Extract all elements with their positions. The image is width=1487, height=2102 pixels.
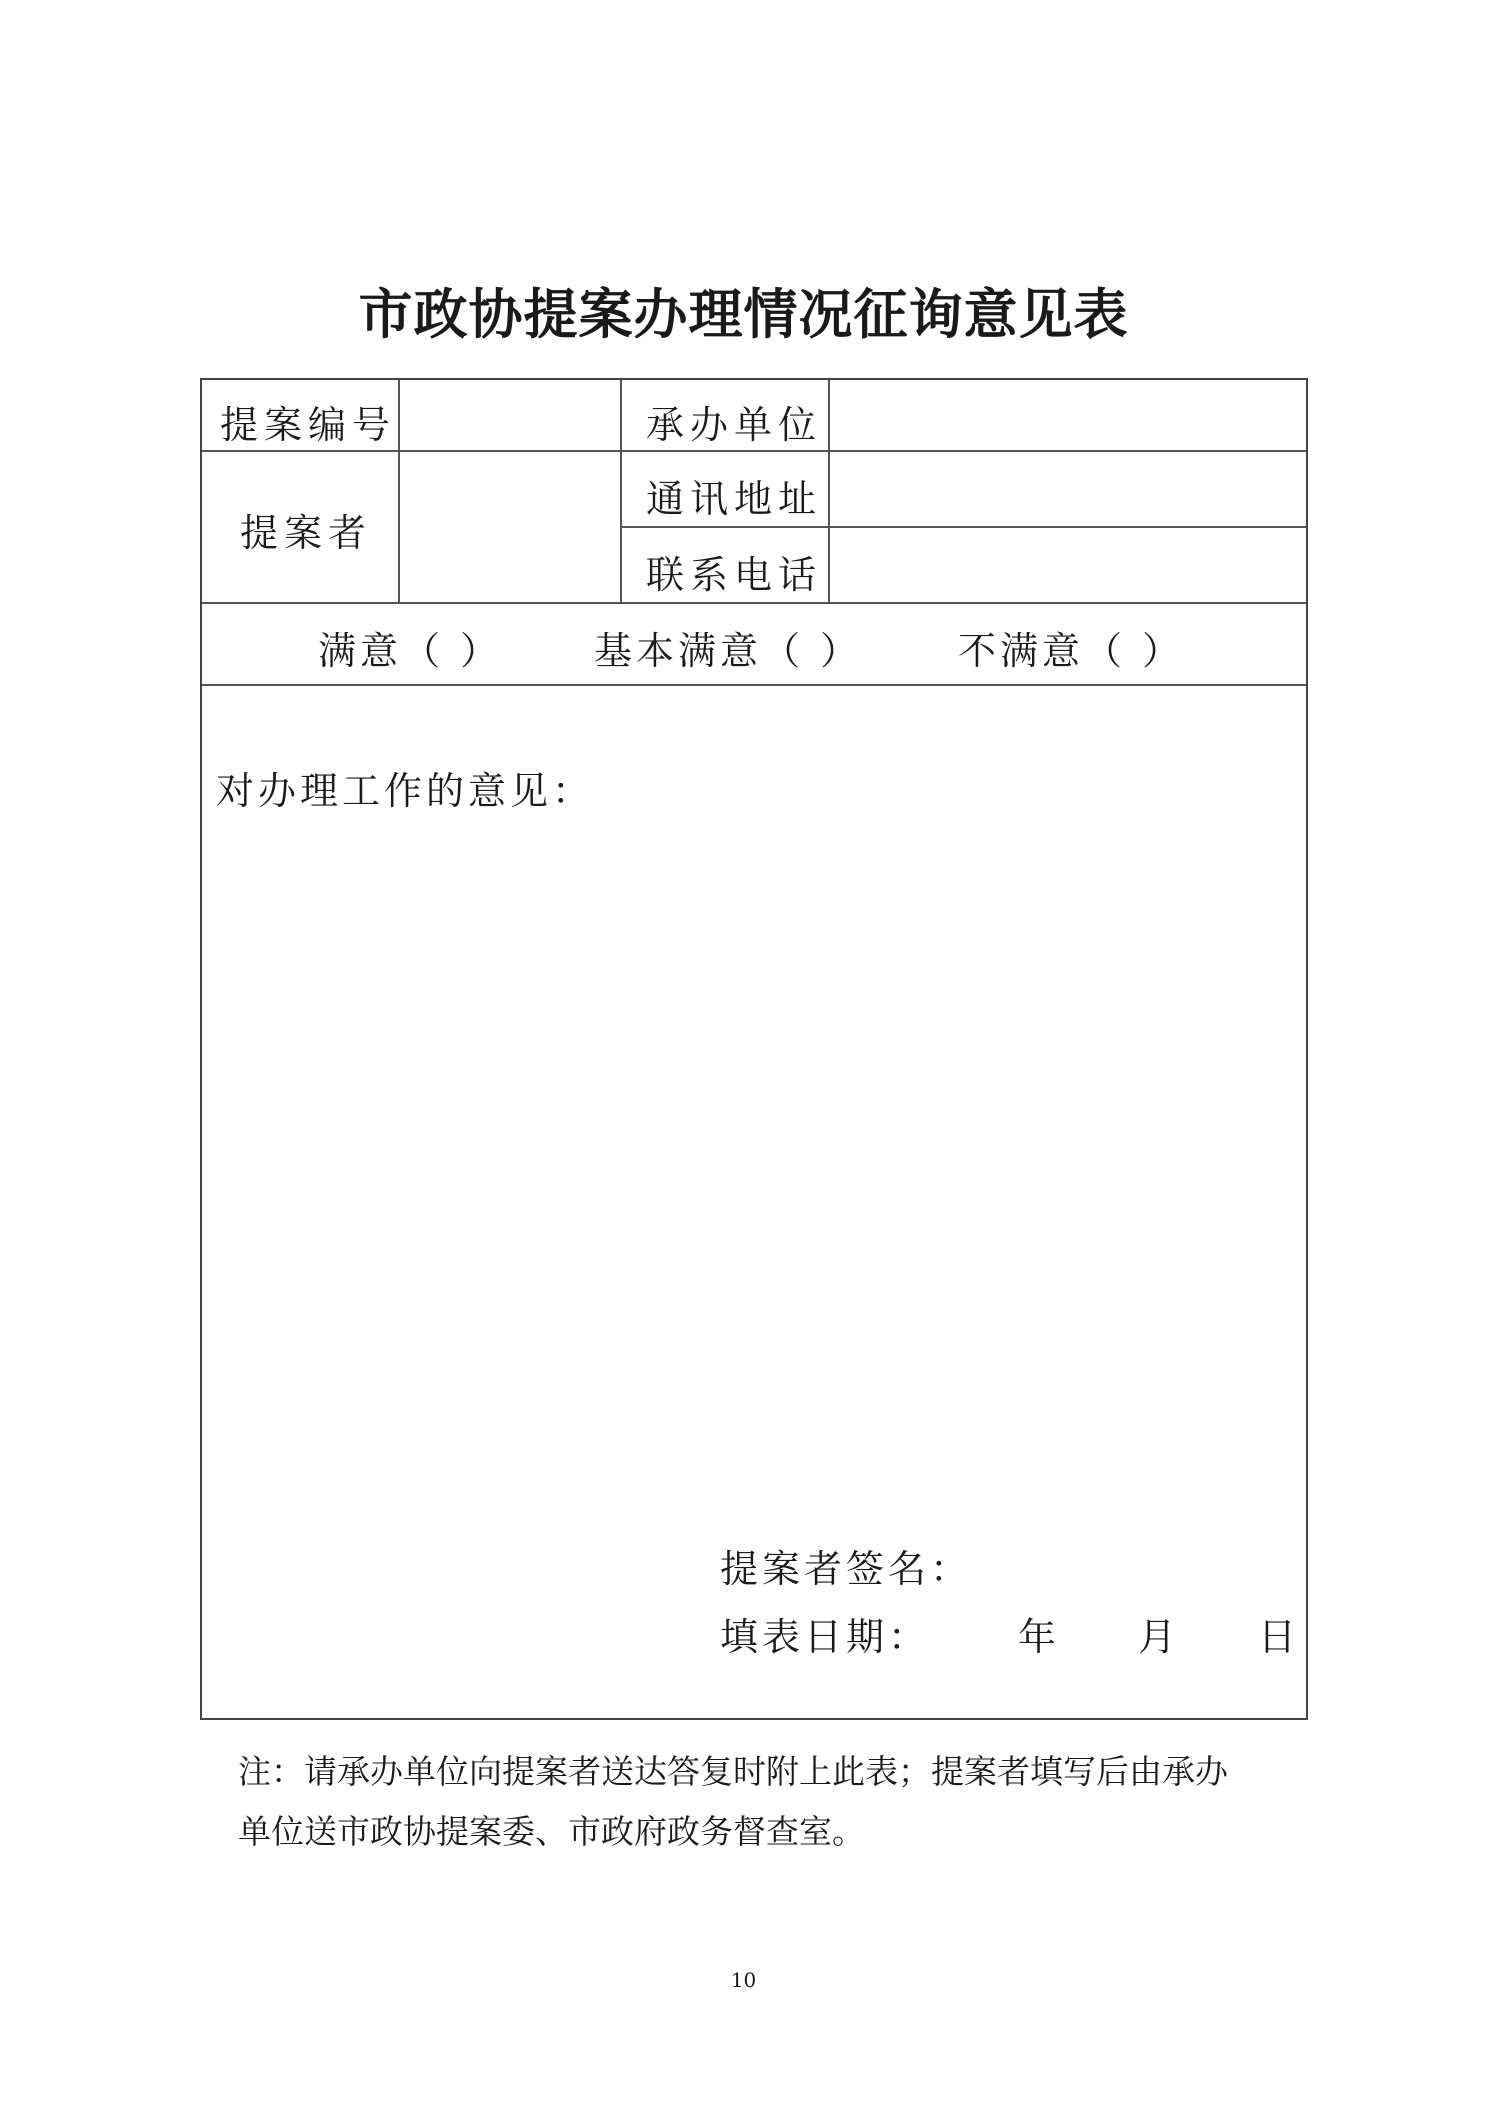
footnote (238, 1742, 1298, 1862)
day-label: 日 (1258, 1615, 1301, 1659)
column-divider (828, 380, 830, 602)
date-label: 填表日期： (720, 1615, 931, 1659)
opinion-textarea[interactable] (216, 820, 1292, 1480)
form-title: 市政协提案办理情况征询意见表 (358, 283, 1129, 346)
opinion-label: 对办理工作的意见： (216, 769, 595, 813)
month-label: 月 (1138, 1615, 1181, 1659)
not-satisfied-option[interactable]: 不满意（ ） (958, 629, 1185, 673)
row-divider (202, 450, 1306, 452)
proposal-number-label: 提案编号 (220, 403, 397, 447)
handling-unit-label: 承办单位 (646, 403, 823, 447)
feedback-form-table (200, 378, 1308, 1720)
proposer-field[interactable] (402, 460, 616, 594)
address-label: 通讯地址 (646, 477, 823, 521)
footnote-line-2: 单位送市政协提案委、市政府政务督查室。 (238, 1812, 865, 1851)
phone-field[interactable] (834, 544, 1300, 594)
satisfaction-row (202, 602, 1306, 684)
column-divider (620, 380, 622, 602)
proposer-label: 提案者 (240, 511, 373, 555)
satisfied-option[interactable]: 满意（ ） (318, 629, 503, 673)
year-label: 年 (1018, 1615, 1061, 1659)
address-field[interactable] (834, 468, 1300, 518)
footnote-line-1: 注：请承办单位向提案者送达答复时附上此表；提案者填写后由承办 (238, 1752, 1228, 1791)
handling-unit-field[interactable] (834, 394, 1300, 444)
row-divider (620, 526, 1306, 528)
basically-satisfied-option[interactable]: 基本满意（ ） (594, 629, 863, 673)
signature-label: 提案者签名： (720, 1547, 973, 1591)
page-number: 10 (730, 1968, 757, 1992)
proposal-number-field[interactable] (402, 394, 616, 444)
column-divider (398, 380, 400, 602)
phone-label: 联系电话 (646, 553, 823, 597)
row-divider (202, 684, 1306, 686)
